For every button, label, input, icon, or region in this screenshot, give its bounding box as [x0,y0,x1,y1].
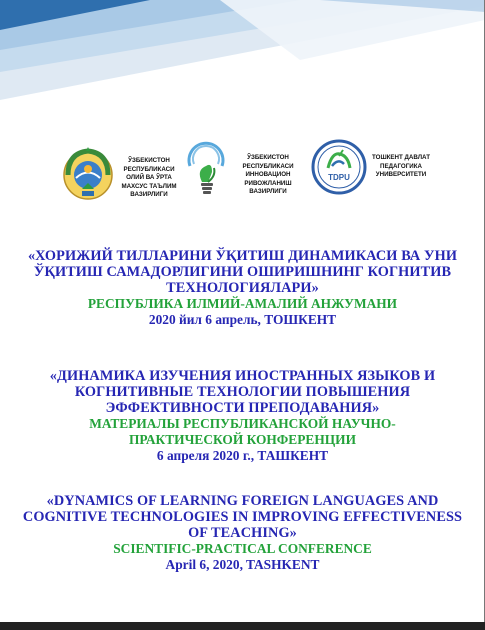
org-tashkent-pedagogical-university-label [372,154,430,180]
header-swoosh-decoration [0,0,485,135]
uz-title-line: ЎҚИТИШ САМАДОРЛИГИНИ ОШИРИШНИНГ КОГНИТИВ [33,264,452,280]
org-line: ЎЗБЕКИСТОН [128,157,170,164]
en-conference-subtitle: SCIENTIFIC-PRACTICAL CONFERENCE [113,541,372,556]
org-line: УНИВЕРСИТЕТИ [375,171,427,179]
org-line: ИННОВАЦИОН [245,171,291,179]
ru-conference-date: 6 апреля 2020 г., ТАШКЕНТ [156,448,329,463]
uzbek-title-block [0,248,485,328]
org-line: РИВОЖЛАНИШ [244,179,292,187]
org-line: ВАЗИРЛИГИ [130,191,168,199]
en-title-line: OF TEACHING» [188,525,297,541]
english-title-block [0,493,485,573]
org-line: ЎЗБЕКИСТОН [247,154,289,161]
org-line: РЕСПУБЛИКАСИ [242,162,294,170]
org-line: РЕСПУБЛИКАСИ [123,165,175,173]
uz-title-line: «ХОРИЖИЙ ТИЛЛАРИНИ ЎҚИТИШ ДИНАМИКАСИ ВА УНИ [27,248,458,264]
org-ministry-higher-education-label [120,157,178,200]
org-line: ТОШКЕНТ ДАВЛАТ [372,154,430,161]
page-border-bottom [0,622,485,630]
ru-conference-subtitle: МАТЕРИАЛЫ РЕСПУБЛИКАНСКОЙ НАУЧНО- [89,416,396,431]
uz-conference-subtitle: РЕСПУБЛИКА ИЛМИЙ-АМАЛИЙ АНЖУМАНИ [87,296,398,311]
org-ministry-innovation-label [240,154,296,197]
ru-title-line: ЭФФЕКТИВНОСТИ ПРЕПОДАВАНИЯ» [105,400,380,416]
en-title-line: COGNITIVE TECHNOLOGIES IN IMPROVING EFFECTIVENESS [22,509,463,525]
org-line: ОЛИЙ ВА ЎРТА [126,174,172,182]
en-title-line: «DYNAMICS OF LEARNING FOREIGN LANGUAGES AND [46,493,439,509]
state-emblem-icon [62,145,114,205]
en-conference-date: April 6, 2020, TASHKENT [165,557,320,572]
tdpu-university-logo-icon [310,138,368,196]
uz-title-line: ТЕХНОЛОГИЯЛАРИ» [166,280,319,296]
russian-title-block [0,368,485,464]
ru-title-line: «ДИНАМИКА ИЗУЧЕНИЯ ИНОСТРАННЫХ ЯЗЫКОВ И [49,368,436,384]
org-line: МАХСУС ТАЪЛИМ [121,182,177,190]
ru-title-line: КОГНИТИВНЫЕ ТЕХНОЛОГИИ ПОВЫШЕНИЯ [74,384,411,400]
ru-conference-subtitle: ПРАКТИЧЕСКОЙ КОНФЕРЕНЦИИ [128,432,356,447]
org-line: ВАЗИРЛИГИ [249,188,287,196]
org-line: ПЕДАГОГИКА [380,162,422,170]
tdpu-logo-text: TDPU [328,173,350,182]
uz-conference-date: 2020 йил 6 апрель, ТОШКЕНТ [148,312,337,327]
lightbulb-innovation-icon [182,140,232,200]
